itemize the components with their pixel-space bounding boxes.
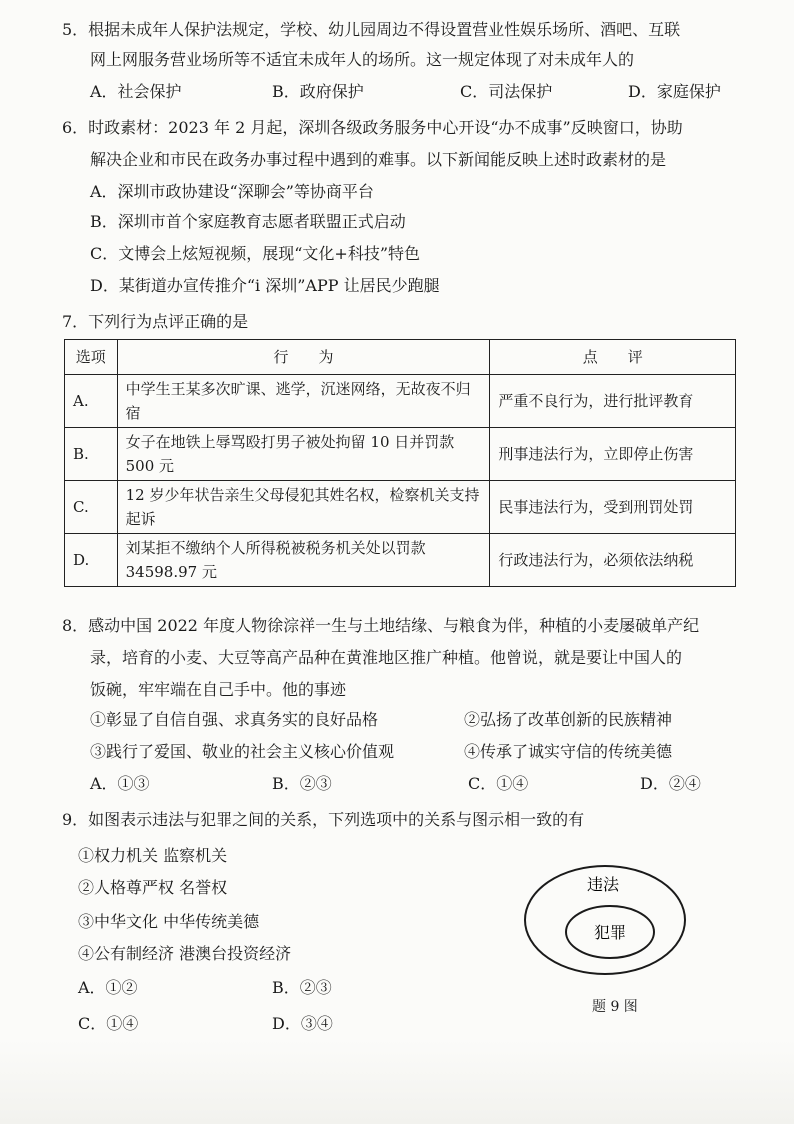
q6-option-a: A．深圳市政协建设“深聊会”等协商平台 xyxy=(90,182,374,201)
q6-option-c: C．文博会上炫短视频，展现“文化+科技”特色 xyxy=(90,244,421,263)
q9-item-2: ②人格尊严权 名誉权 xyxy=(78,878,228,897)
row-option: A. xyxy=(65,375,118,428)
q8-stem-line2: 录，培育的小麦、大豆等高产品种在黄淮地区推广种植。他曾说，就是要让中国人的 xyxy=(90,648,683,667)
q6-option-b: B．深圳市首个家庭教育志愿者联盟正式启动 xyxy=(90,212,406,231)
row-behavior: 女子在地铁上辱骂殴打男子被处拘留 10 日并罚款 500 元 xyxy=(117,428,490,481)
row-option: D. xyxy=(65,534,118,587)
q5-option-c: C．司法保护 xyxy=(460,82,553,101)
scan-shadow xyxy=(0,1040,794,1124)
q9-item-3: ③中华文化 中华传统美德 xyxy=(78,912,260,931)
q5-option-b: B．政府保护 xyxy=(272,82,364,101)
q8-stem-line3: 饭碗，牢牢端在自己手中。他的事迹 xyxy=(90,680,347,699)
q7-table xyxy=(64,339,736,587)
outer-label: 违法 xyxy=(586,875,620,894)
header-behavior: 行 为 xyxy=(117,340,490,375)
q8-item-1: ①彰显了自信自强、求真务实的良好品格 xyxy=(90,710,379,729)
row-comment: 行政违法行为，必须依法纳税 xyxy=(490,534,736,587)
inner-label: 犯罪 xyxy=(593,923,627,942)
q5-option-d: D．家庭保护 xyxy=(628,82,721,101)
row-option: C. xyxy=(65,481,118,534)
q8-item-3: ③践行了爱国、敬业的社会主义核心价值观 xyxy=(90,742,395,761)
table-row xyxy=(65,481,736,534)
q8-stem-line1: 8．感动中国 2022 年度人物徐淙祥一生与土地结缘、与粮食为伴，种植的小麦屡破单产纪 xyxy=(62,616,700,635)
q5-stem-line2: 网上网服务营业场所等不适宜未成年人的场所。这一规定体现了对未成年人的 xyxy=(90,50,635,69)
row-option: B. xyxy=(65,428,118,481)
q8-option-d: D．②④ xyxy=(640,774,701,793)
q7-stem: 7．下列行为点评正确的是 xyxy=(62,312,249,331)
q9-option-d: D．③④ xyxy=(272,1014,333,1033)
q5-option-a: A．社会保护 xyxy=(90,82,182,101)
figure-caption: 题 9 图 xyxy=(592,999,638,1015)
table-row xyxy=(65,534,736,587)
row-comment: 刑事违法行为，立即停止伤害 xyxy=(490,428,736,481)
q8-item-2: ②弘扬了改革创新的民族精神 xyxy=(464,710,673,729)
row-comment: 民事违法行为，受到刑罚处罚 xyxy=(490,481,736,534)
q9-option-a: A．①② xyxy=(78,978,138,997)
q9-item-4: ④公有制经济 港澳台投资经济 xyxy=(78,944,292,963)
q8-option-a: A．①③ xyxy=(90,774,150,793)
row-behavior: 12 岁少年状告亲生父母侵犯其姓名权，检察机关支持起诉 xyxy=(117,481,490,534)
q6-stem-line2: 解决企业和市民在政务办事过程中遇到的难事。以下新闻能反映上述时政素材的是 xyxy=(90,150,667,169)
table-row xyxy=(65,375,736,428)
q6-option-d: D．某街道办宣传推介“i 深圳”APP 让居民少跑腿 xyxy=(90,276,440,295)
q9-option-b: B．②③ xyxy=(272,978,332,997)
table-header-row xyxy=(65,340,736,375)
q6-stem-line1: 6．时政素材：2023 年 2 月起，深圳各级政务服务中心开设“办不成事”反映窗口，协助 xyxy=(62,118,683,137)
header-option: 选项 xyxy=(65,340,118,375)
q9-item-1: ①权力机关 监察机关 xyxy=(78,846,228,865)
q8-option-c: C．①④ xyxy=(468,774,529,793)
q5-stem-line1: 5．根据未成年人保护法规定，学校、幼儿园周边不得设置营业性娱乐场所、酒吧、互联 xyxy=(62,20,681,39)
q8-option-b: B．②③ xyxy=(272,774,332,793)
row-behavior: 刘某拒不缴纳个人所得税被税务机关处以罚款 34598.97 元 xyxy=(117,534,490,587)
header-comment: 点 评 xyxy=(490,340,736,375)
q9-stem: 9．如图表示违法与犯罪之间的关系，下列选项中的关系与图示相一致的有 xyxy=(62,810,585,829)
row-behavior: 中学生王某多次旷课、逃学，沉迷网络，无故夜不归宿 xyxy=(117,375,490,428)
row-comment: 严重不良行为，进行批评教育 xyxy=(490,375,736,428)
table-row xyxy=(65,428,736,481)
q9-option-c: C．①④ xyxy=(78,1014,139,1033)
q8-item-4: ④传承了诚实守信的传统美德 xyxy=(464,742,673,761)
